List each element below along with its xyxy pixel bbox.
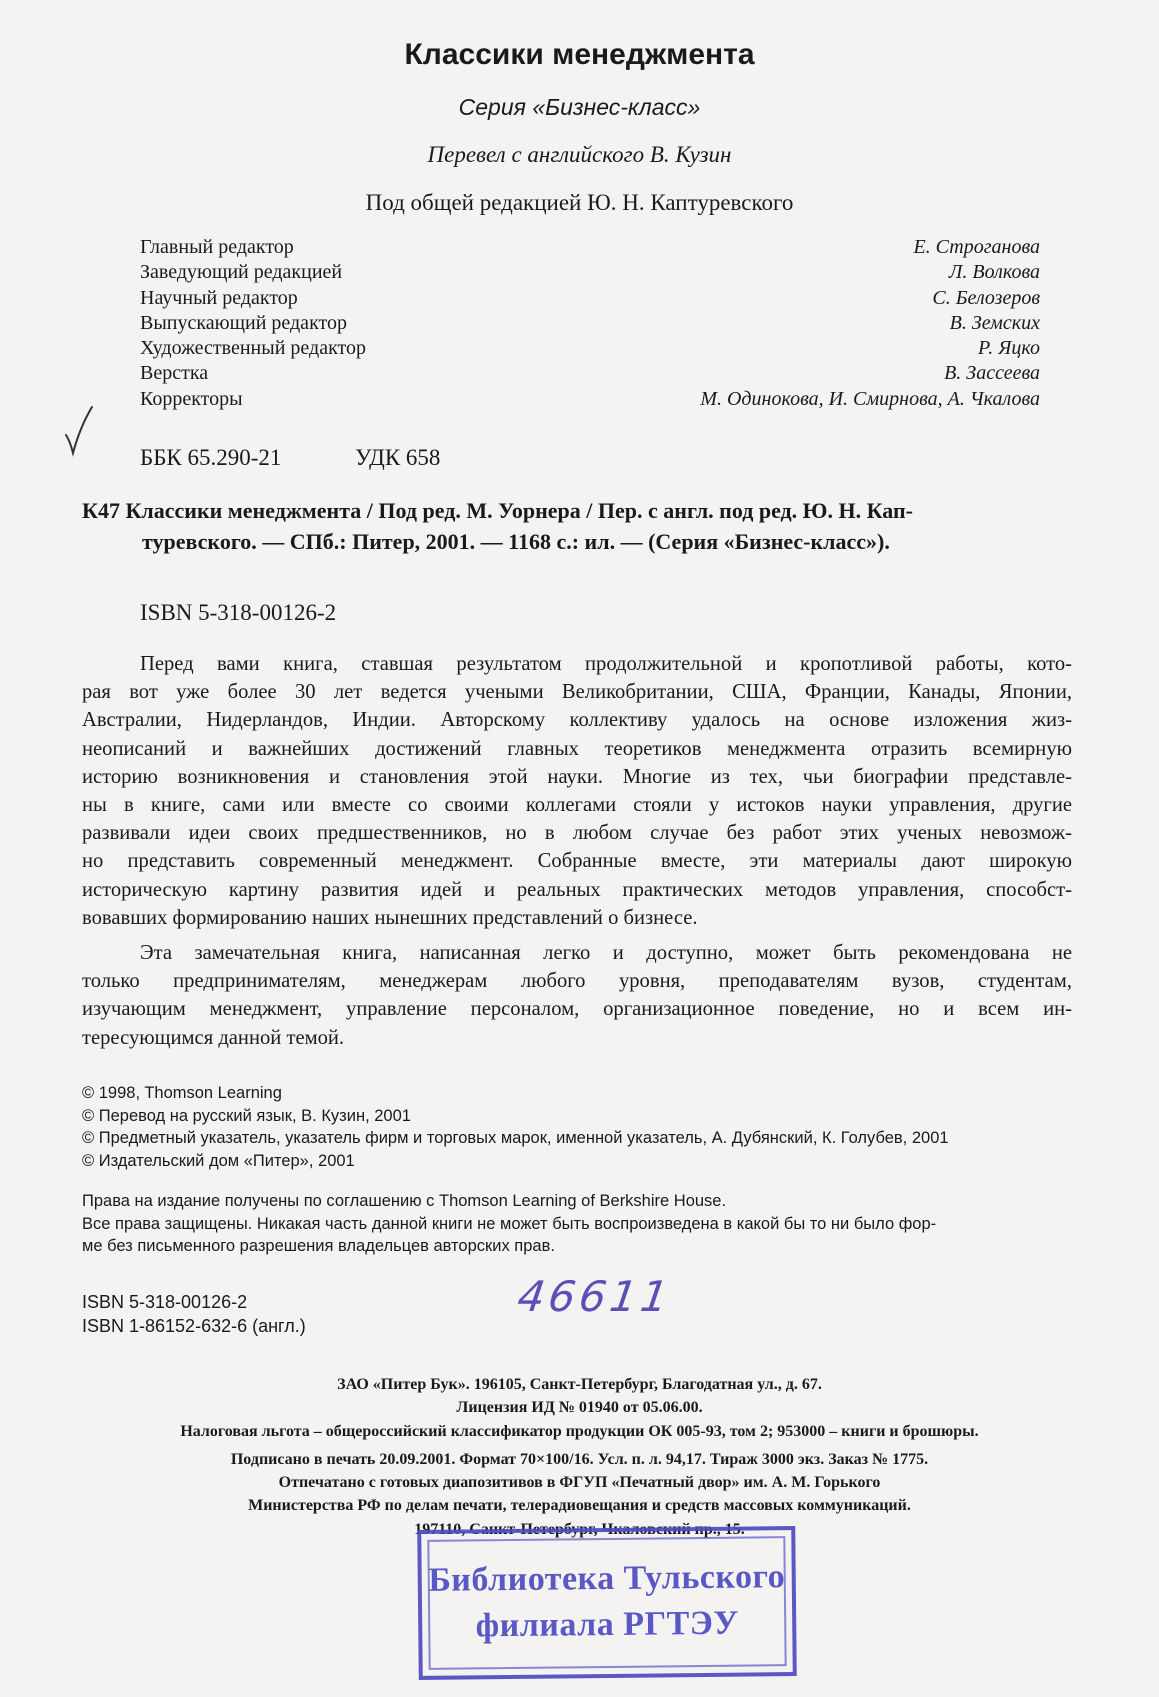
rights-notice: [82, 1190, 1082, 1258]
credit-role: Главный редактор: [140, 236, 294, 258]
rights-line: Права на издание получены по соглашению с Thomson Learning of Berkshire House.: [82, 1192, 727, 1210]
credit-name: В. Земских: [949, 311, 1040, 334]
credit-name: С. Белозеров: [932, 286, 1040, 309]
paragraph-line: только предпринимателям, менеджерам любого уровня, преподавателям вузов, студентам,: [82, 970, 1072, 993]
credit-name: Л. Волкова: [948, 261, 1040, 284]
paragraph-line: изучающим менеджмент, управление персоналом, организационное поведение, но и всем ин-: [82, 998, 1072, 1021]
credit-row: [140, 235, 1040, 260]
bbk-code: ББК 65.290-21: [140, 445, 282, 470]
classification-codes: [140, 445, 508, 471]
stamp-line: Библиотека Тульского: [428, 1558, 786, 1599]
credit-row: [140, 286, 1040, 311]
paragraph-line: развивали идеи своих предшественников, но в любом случае без работ этих ученых невозмож-: [82, 822, 1072, 845]
book-title: Классики менеджмента: [404, 38, 755, 71]
copyright-line: © Предметный указатель, указатель фирм и торговых марок, именной указатель, А. Дубянский, К. Голубев, 2001: [82, 1129, 949, 1147]
paragraph-line: Перед вами книга, ставшая результатом продолжительной и кропотливой работы, кото-: [140, 653, 1072, 675]
credit-role: Верстка: [140, 362, 209, 385]
handwritten-checkmark-icon: [64, 405, 94, 457]
paragraph-line: неописаний и важнейших достижений главных теоретиков менеджмента отразить всемирную: [82, 737, 1072, 760]
translator-line: Перевел с английского В. Кузин: [427, 142, 732, 167]
isbn-list: [82, 1290, 306, 1338]
credit-name: Р. Яцко: [978, 337, 1040, 360]
general-editor-line: Под общей редакцией Ю. Н. Каптуревского: [365, 190, 794, 215]
rights-line: Все права защищены. Никакая часть данной книги не может быть воспроизведена в какой бы то ни было фор-: [82, 1214, 937, 1233]
library-stamp: [417, 1526, 797, 1680]
credit-role: Художественный редактор: [140, 337, 366, 360]
paragraph-line: историческую картину развития идей и реальных практических методов управления, способст-: [82, 878, 1072, 901]
paragraph-line: Эта замечательная книга, написанная легко и доступно, может быть рекомендована не: [140, 942, 1072, 964]
imprint-line: Министерства РФ по делам печати, телерадиовещания и средств массовых коммуникаций.: [248, 1497, 911, 1515]
handwritten-inventory-number: 46611: [514, 1272, 676, 1321]
stamp-line: филиала РГТЭУ: [475, 1604, 740, 1645]
isbn-line: ISBN 5-318-00126-2: [82, 1292, 248, 1312]
paragraph-line: но представить современный менеджмент. Собранные вместе, эти материалы дают широкую: [82, 850, 1072, 873]
paragraph-line: ны в книге, сами или вместе со своими коллегами стояли у истоков науки управления, другие: [82, 794, 1072, 817]
imprint-line: Налоговая льгота – общероссийский классификатор продукции ОК 005-93, том 2; 953000 – книги и брошюры.: [180, 1422, 979, 1440]
isbn-line: ISBN 1-86152-632-6 (англ.): [82, 1316, 306, 1336]
imprint-line: Отпечатано с готовых диапозитивов в ФГУП «Печатный двор» им. А. М. Горького: [278, 1474, 881, 1492]
credit-role: Заведующий редакцией: [140, 261, 343, 284]
credit-row: [140, 387, 1040, 412]
credit-name: Е. Строганова: [913, 236, 1040, 258]
udk-code: УДК 658: [355, 445, 441, 470]
paragraph-line: рая вот уже более 30 лет ведется учеными Великобритании, США, Франции, Канады, Японии,: [82, 681, 1072, 704]
paragraph-line: Австралии, Нидерландов, Индии. Авторскому коллективу удалось на основе изложения жиз-: [82, 709, 1072, 732]
paragraph-line: тересующимся данной темой.: [82, 1026, 345, 1049]
isbn-top: ISBN 5-318-00126-2: [140, 600, 337, 625]
credit-row: [140, 336, 1040, 361]
annotation-paragraph: [82, 650, 1072, 932]
printing-imprint: [0, 1373, 1159, 1541]
imprint-line: Подписано в печать 20.09.2001. Формат 70×100/16. Усл. п. л. 94,17. Тираж 3000 экз. Заказ № 1775.: [230, 1450, 929, 1468]
credit-role: Научный редактор: [140, 286, 298, 309]
catalog-line: туревского. — СПб.: Питер, 2001. — 1168 с.: ил. — (Серия «Бизнес-класс»).: [142, 529, 890, 554]
copyright-line: © Издательский дом «Питер», 2001: [82, 1151, 355, 1170]
imprint-line: 197110, Санкт-Петербург, Чкаловский пр., 15.: [414, 1520, 745, 1538]
imprint-line: ЗАО «Питер Бук». 196105, Санкт-Петербург, Благодатная ул., д. 67.: [337, 1376, 822, 1393]
catalog-line: К47 Классики менеджмента / Под ред. М. Уорнера / Пер. с англ. под ред. Ю. Н. Кап-: [82, 498, 913, 523]
credit-role: Выпускающий редактор: [140, 311, 347, 334]
credit-row: [140, 260, 1040, 285]
credit-name: В. Зассеева: [944, 362, 1040, 385]
copyright-notices: [82, 1082, 949, 1172]
imprint-line: Лицензия ИД № 01940 от 05.06.00.: [456, 1399, 703, 1417]
credit-row: [140, 311, 1040, 336]
series-name: Серия «Бизнес-класс»: [458, 94, 701, 120]
paragraph-line: вовавших формированию наших нынешних представлений о бизнесе.: [82, 906, 698, 929]
copyright-line: © 1998, Thomson Learning: [82, 1084, 282, 1102]
copyright-line: © Перевод на русский язык, В. Кузин, 2001: [82, 1106, 411, 1125]
stamp-inner-border: [427, 1536, 786, 1670]
credit-role: Корректоры: [140, 387, 243, 410]
catalog-entry: [82, 495, 1072, 557]
editorial-credits: [140, 235, 1040, 412]
credit-row: [140, 361, 1040, 386]
annotation-paragraph: [82, 939, 1072, 1052]
rights-line: ме без письменного разрешения владельцев авторских прав.: [82, 1237, 555, 1255]
credit-name: М. Одинокова, И. Смирнова, А. Чкалова: [700, 387, 1040, 410]
paragraph-line: историю возникновения и становления этой науки. Многие из тех, чьи биографии представле-: [82, 765, 1072, 788]
